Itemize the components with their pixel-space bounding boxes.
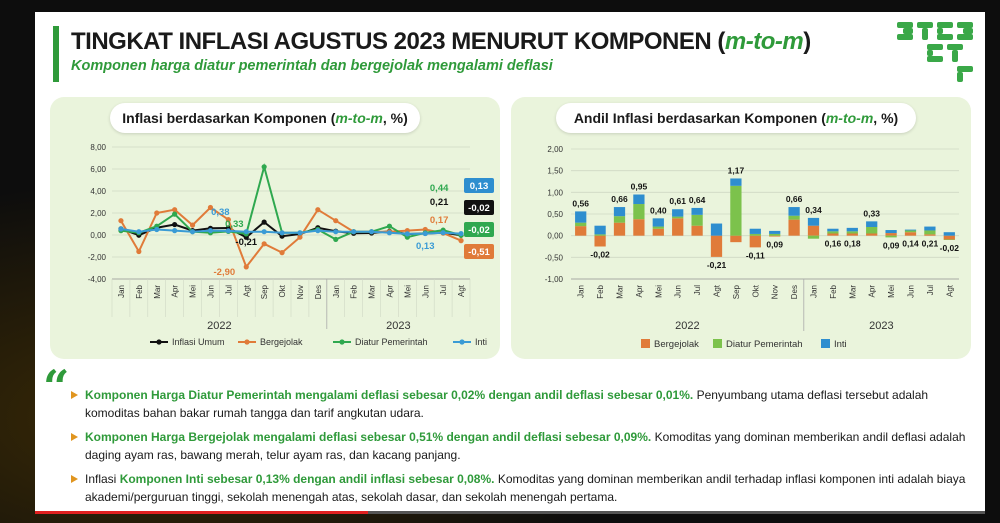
stacked-bar-segment (672, 218, 683, 235)
y-tick-label: 8,00 (90, 143, 106, 152)
data-point (262, 241, 267, 246)
x-tick-label: Jan (809, 285, 819, 298)
annotation-label: 0,17 (429, 215, 449, 226)
quote-icon: “ (43, 360, 70, 414)
bar-total-label: -0,02 (939, 243, 959, 253)
bar-total-label: 0,21 (921, 238, 939, 249)
x-tick-label: Agt (242, 285, 252, 298)
bar-total-label: -0,11 (745, 250, 765, 261)
stacked-bar-segment (769, 236, 780, 237)
y-tick-label: 0,50 (547, 210, 563, 219)
y-tick-label: 6,00 (90, 165, 106, 174)
stacked-bar-segment (866, 221, 877, 227)
stacked-bar-segment (885, 236, 896, 238)
stacked-bar-segment (847, 234, 858, 236)
data-point (244, 229, 249, 234)
stacked-bar-segment (847, 231, 858, 233)
contribution-by-component-panel (511, 97, 971, 359)
y-tick-label: 2,00 (90, 209, 106, 218)
finding-inti: Inflasi Komponen Inti sebesar 0,13% dengan andil inflasi sebesar 0,08%. Komoditas yang dominan memberikan andil terhadap inflasi komponen inti adalah biaya akademi/perguruan tinggi, sekolah menengah atas, sekolah dasar, dan sekolah menengah pertama. (71, 470, 966, 506)
stacked-bar-segment (769, 231, 780, 234)
legend-swatch (713, 339, 722, 348)
stacked-bar-segment (866, 234, 877, 236)
stacked-bar-segment (691, 208, 702, 215)
annotation-label: -2,90 (213, 267, 236, 278)
data-point (458, 231, 463, 236)
stacked-bar-segment (653, 227, 664, 229)
x-tick-label: Mar (848, 285, 858, 299)
data-point (369, 229, 374, 234)
end-value-label: 0,13 (469, 181, 489, 192)
legend-label: Inflasi Umum (172, 337, 225, 347)
legend-marker (459, 339, 464, 344)
data-point (172, 228, 177, 233)
data-point (154, 227, 159, 232)
stacked-bar-segment (788, 220, 799, 236)
page-title: TINGKAT INFLASI AGUSTUS 2023 MENURUT KOMPONEN (m-to-m) (71, 28, 811, 55)
x-tick-label: Feb (828, 285, 838, 299)
x-tick-label: Apr (867, 285, 877, 298)
year-label: 2023 (386, 320, 411, 332)
stacked-bar-segment (633, 204, 644, 219)
line-chart-title: Inflasi berdasarkan Komponen ( m-to-m , %) (110, 103, 420, 133)
stacked-bar-segment (730, 186, 741, 236)
stacked-bar-segment (594, 226, 605, 235)
x-tick-label: Jul (693, 285, 703, 296)
x-tick-label: Apr (634, 285, 644, 298)
data-point (387, 224, 392, 229)
data-point (172, 222, 177, 227)
x-tick-label: Mei (188, 285, 198, 298)
stacked-bar-segment (730, 236, 741, 243)
stacked-bar-segment (885, 233, 896, 236)
x-tick-label: Jun (421, 285, 431, 298)
data-point (279, 230, 284, 235)
data-point (441, 230, 446, 235)
bar-total-label: 0,33 (863, 208, 880, 219)
bar-total-label: 1,17 (727, 165, 745, 176)
video-progress-bar[interactable] (35, 511, 985, 514)
stacked-bar-segment (575, 223, 586, 226)
x-tick-label: Jun (673, 285, 683, 298)
data-point (315, 228, 320, 233)
data-point (262, 164, 267, 169)
line-chart (50, 97, 500, 359)
annotation-label: 0,38 (211, 207, 230, 218)
year-label: 2022 (675, 320, 700, 332)
data-point (208, 228, 213, 233)
title-accent-bar (53, 26, 59, 82)
data-point (458, 238, 463, 243)
inflation-by-component-panel (50, 97, 500, 359)
y-tick-label: 1,50 (547, 166, 563, 176)
bar-total-label: 0,16 (824, 238, 842, 249)
stacked-bar-segment (808, 226, 819, 236)
bar-chart (511, 97, 971, 359)
legend-swatch (821, 339, 830, 348)
data-point (351, 229, 356, 234)
legend-marker (244, 339, 249, 344)
bar-total-label: 0,56 (572, 198, 589, 209)
bar-total-label: 0,09 (882, 240, 900, 251)
stacked-bar-segment (691, 215, 702, 226)
legend-label: Diatur Pemerintah (355, 337, 428, 347)
stacked-bar-segment (924, 227, 935, 231)
finding-bergejolak: Komponen Harga Bergejolak mengalami deflasi sebesar 0,51% dengan andil deflasi sebesar 0,09%. Komoditas yang dominan memberikan andil deflasi adalah daging ayam ras, bawang merah, telur ayam ras, dan kacang panjang. (71, 428, 966, 464)
stacked-bar-segment (672, 209, 683, 216)
stacked-bar-segment (614, 223, 625, 236)
x-tick-label: Okt (278, 285, 288, 298)
stacked-bar-segment (614, 216, 625, 223)
end-value-label: -0,02 (468, 203, 490, 214)
year-label: 2022 (207, 320, 232, 332)
y-tick-label: 0,00 (90, 231, 106, 240)
x-tick-label: Agt (457, 285, 467, 298)
x-tick-label: Feb (134, 285, 144, 299)
stacked-bar-segment (944, 236, 955, 240)
data-point (333, 237, 338, 242)
stacked-bar-segment (924, 230, 935, 234)
x-tick-label: Des (313, 285, 323, 300)
y-tick-label: -2,00 (87, 253, 106, 262)
x-tick-label: Des (790, 285, 800, 300)
data-point (297, 230, 302, 235)
y-tick-label: -0,50 (544, 253, 563, 263)
y-tick-label: 1,00 (547, 188, 563, 198)
x-tick-label: Nov (770, 285, 780, 300)
data-point (136, 229, 141, 234)
x-tick-label: Jan (331, 285, 341, 298)
x-tick-label: Feb (349, 285, 359, 299)
stacked-bar-segment (614, 207, 625, 216)
stacked-bar-segment (653, 218, 664, 226)
data-point (262, 220, 267, 225)
page-subtitle: Komponen harga diatur pemerintah dan bergejolak mengalami deflasi (71, 58, 553, 74)
x-tick-label: Mei (654, 285, 664, 298)
data-point (387, 230, 392, 235)
x-tick-label: Jul (925, 285, 935, 296)
legend-label: Bergejolak (260, 337, 303, 347)
legend-marker (339, 339, 344, 344)
stacked-bar-segment (788, 216, 799, 220)
stacked-bar-segment (575, 226, 586, 236)
annotation-label: 0,13 (416, 241, 435, 252)
bar-total-label: 0,61 (669, 196, 686, 207)
y-tick-label: 4,00 (90, 187, 106, 196)
x-tick-label: Jun (206, 285, 216, 298)
x-tick-label: Sep (260, 285, 270, 300)
findings-list (71, 386, 966, 512)
stacked-bar-segment (847, 228, 858, 231)
x-tick-label: Agt (712, 285, 722, 298)
y-tick-label: 0,00 (547, 231, 563, 241)
end-value-label: -0,51 (468, 247, 490, 258)
legend-label: Diatur Pemerintah (726, 339, 803, 350)
stacked-bar-segment (827, 234, 838, 236)
x-tick-label: Jul (439, 285, 449, 296)
statistics-logo-icon (897, 18, 975, 84)
data-point (118, 226, 123, 231)
x-tick-label: Okt (751, 285, 761, 298)
stacked-bar-segment (808, 218, 819, 226)
x-tick-label: Jul (224, 285, 234, 296)
annotation-label: -0,21 (235, 237, 258, 248)
stacked-bar-segment (885, 230, 896, 233)
stacked-bar-segment (711, 224, 722, 236)
stacked-bar-segment (750, 229, 761, 234)
stacked-bar-segment (866, 227, 877, 234)
stacked-bar-segment (788, 207, 799, 216)
x-tick-label: Mar (367, 285, 377, 299)
bar-total-label: 0,66 (785, 194, 803, 205)
x-tick-label: Mei (887, 285, 897, 298)
stacked-bar-segment (711, 236, 722, 257)
stacked-bar-segment (750, 236, 761, 248)
bar-total-label: -0,02 (590, 249, 610, 260)
data-point (118, 218, 123, 223)
bar-total-label: 0,18 (844, 238, 861, 249)
data-point (279, 250, 284, 255)
x-tick-label: Jan (116, 285, 126, 298)
stacked-bar-segment (944, 232, 955, 235)
stacked-bar-segment (594, 236, 605, 247)
y-tick-label: 2,00 (547, 145, 563, 154)
stacked-bar-segment (905, 230, 916, 232)
data-point (423, 231, 428, 236)
bar-total-label: 0,40 (650, 205, 667, 216)
x-tick-label: Jun (906, 285, 916, 298)
end-value-label: -0,02 (468, 225, 490, 236)
legend-label: Inti (834, 339, 847, 350)
stacked-bar-segment (691, 226, 702, 236)
data-point (315, 207, 320, 212)
stacked-bar-segment (827, 231, 838, 233)
annotation-label: 0,21 (429, 197, 449, 208)
stacked-bar-segment (924, 234, 935, 235)
stacked-bar-segment (730, 178, 741, 185)
stacked-bar-segment (827, 229, 838, 232)
data-point (154, 210, 159, 215)
x-tick-label: Mar (152, 285, 162, 299)
data-point (262, 229, 267, 234)
x-tick-label: Mar (615, 285, 625, 299)
legend-label: Bergejolak (654, 339, 699, 350)
stacked-bar-segment (594, 234, 605, 235)
data-point (244, 264, 249, 269)
stacked-bar-segment (633, 219, 644, 235)
video-progress-fill (35, 511, 368, 514)
stacked-bar-segment (750, 234, 761, 236)
x-tick-label: Sep (731, 285, 741, 300)
bar-total-label: 0,09 (766, 239, 783, 250)
slide (35, 12, 985, 512)
x-tick-label: Apr (170, 285, 180, 298)
bar-total-label: -0,21 (706, 259, 727, 270)
y-tick-label: -4,00 (87, 275, 106, 284)
bar-total-label: 0,34 (805, 204, 822, 215)
bar-chart-title: Andil Inflasi berdasarkan Komponen ( m-to-m , %) (556, 103, 916, 133)
stacked-bar-segment (575, 211, 586, 222)
stacked-bar-segment (905, 230, 916, 231)
stacked-bar-segment (633, 195, 644, 205)
x-tick-label: Agt (945, 285, 955, 298)
x-tick-label: Jan (576, 285, 586, 298)
bar-total-label: 0,66 (611, 194, 628, 205)
finding-diatur-pemerintah: Komponen Harga Diatur Pemerintah mengalami deflasi sebesar 0,02% dengan andil deflasi sebesar 0,01%. Penyumbang utama deflasi tersebut adalah komoditas bahan bakar rumah tangga dan tarif angkutan udara. (71, 386, 966, 422)
stacked-bar-segment (905, 232, 916, 235)
legend-swatch (641, 339, 650, 348)
x-tick-label: Mei (403, 285, 413, 298)
data-point (136, 249, 141, 254)
bar-total-label: 0,95 (630, 181, 648, 192)
annotation-label: 0,44 (429, 183, 449, 194)
data-point (190, 223, 195, 228)
data-point (405, 231, 410, 236)
x-tick-label: Feb (596, 285, 606, 299)
data-point (333, 218, 338, 223)
stacked-bar-segment (653, 229, 664, 236)
year-label: 2023 (869, 320, 894, 332)
annotation-label: 0,33 (225, 219, 244, 230)
x-tick-label: Nov (295, 285, 305, 300)
legend-label: Inti (475, 337, 488, 347)
y-tick-label: -1,00 (544, 275, 563, 284)
x-tick-label: Apr (385, 285, 395, 298)
stacked-bar-segment (672, 217, 683, 219)
bar-total-label: 0,14 (902, 238, 919, 249)
stacked-bar-segment (769, 234, 780, 236)
data-point (172, 212, 177, 217)
data-point (190, 229, 195, 234)
bar-total-label: 0,64 (688, 194, 706, 205)
series-line (121, 167, 461, 240)
legend-marker (156, 339, 161, 344)
stacked-bar-segment (808, 236, 819, 239)
data-point (333, 229, 338, 234)
